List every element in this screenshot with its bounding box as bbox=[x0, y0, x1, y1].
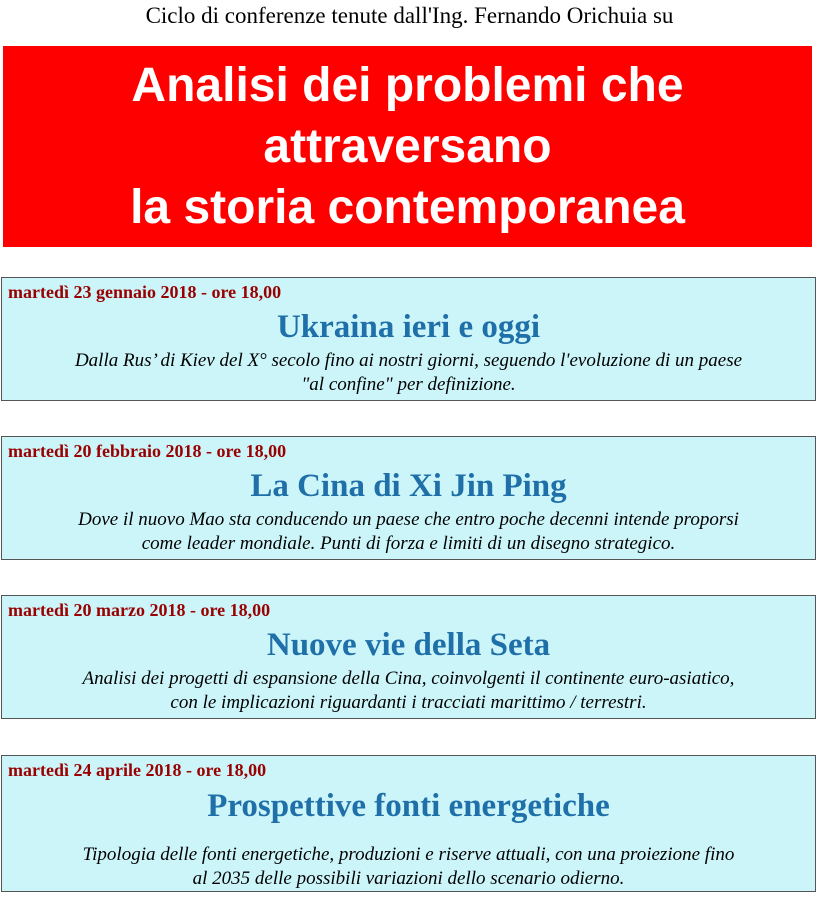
event-title: Prospettive fonti energetiche bbox=[207, 788, 610, 824]
event-description bbox=[2, 508, 815, 556]
event-description-line: come leader mondiale. Punti di forza e limiti di un disegno strategico. bbox=[141, 533, 676, 554]
event-description-line: al 2035 delle possibili variazioni dello scenario odierno. bbox=[192, 868, 625, 889]
event-date: martedì 24 aprile 2018 - ore 18,00 bbox=[8, 760, 267, 780]
event-date: martedì 23 gennaio 2018 - ore 18,00 bbox=[8, 282, 282, 302]
event-description bbox=[2, 667, 815, 715]
banner-title-line-2: attraversano bbox=[263, 120, 552, 173]
event-title: Nuove vie della Seta bbox=[266, 627, 551, 663]
event-description bbox=[2, 843, 815, 891]
event-description-line: Tipologia delle fonti energetiche, produzioni e riserve attuali, con una proiezione fino bbox=[82, 844, 735, 865]
event-date: martedì 20 marzo 2018 - ore 18,00 bbox=[8, 600, 271, 620]
event-title: La Cina di Xi Jin Ping bbox=[250, 468, 567, 504]
event-description-line: Analisi dei progetti di espansione della Cina, coinvolgenti il continente euro-asiatico, bbox=[82, 668, 735, 689]
event-card-3 bbox=[1, 595, 816, 719]
event-title: Ukraina ieri e oggi bbox=[276, 309, 541, 345]
event-description-line: Dove il nuovo Mao sta conducendo un paese che entro poche decenni intende proporsi bbox=[78, 509, 739, 530]
banner-title-line-3: la storia contemporanea bbox=[130, 181, 685, 234]
event-description-line: Dalla Rus’ di Kiev del X° secolo fino ai nostri giorni, seguendo l'evoluzione di un paese bbox=[74, 350, 743, 371]
event-card-1 bbox=[1, 277, 816, 401]
banner-title-line-1: Analisi dei problemi che bbox=[131, 59, 684, 112]
event-description-line: con le implicazioni riguardanti i tracciati marittimo / terrestri. bbox=[170, 692, 647, 713]
event-description-line: "al confine" per definizione. bbox=[301, 374, 516, 395]
title-banner bbox=[3, 46, 812, 247]
event-date: martedì 20 febbraio 2018 - ore 18,00 bbox=[8, 441, 287, 461]
event-card-2 bbox=[1, 436, 816, 560]
event-card-4 bbox=[1, 755, 816, 892]
intro-line: Ciclo di conferenze tenute dall'Ing. Fernando Orichuia su bbox=[145, 3, 674, 28]
event-description bbox=[2, 349, 815, 397]
